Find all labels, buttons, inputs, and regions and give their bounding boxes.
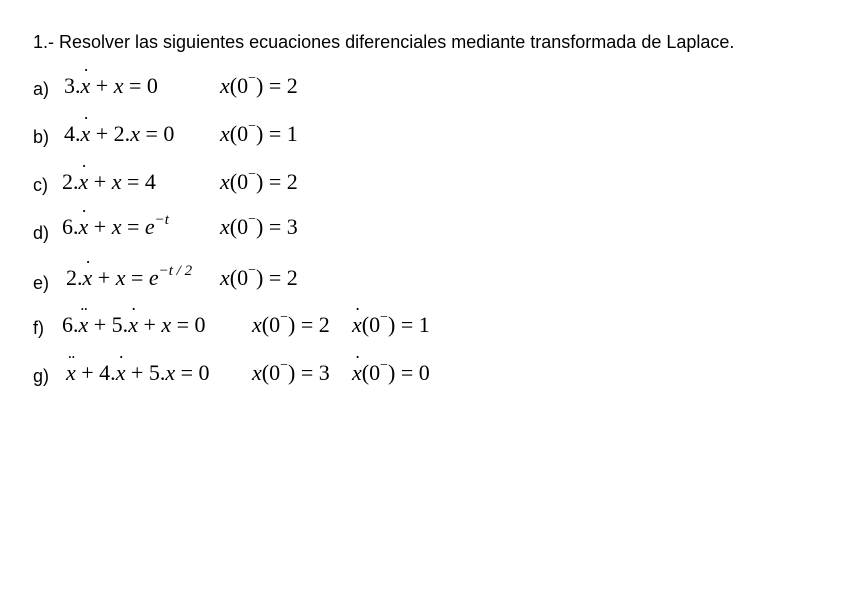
page-title: 1.- Resolver las siguientes ecuaciones diferenciales mediante transformada de Laplace.: [33, 32, 735, 52]
equation: 6.¨ x + 5.˙ x + x = 0: [62, 312, 206, 338]
problem-g: [0, 360, 848, 390]
equation: 2.˙ x + x = 4: [62, 169, 156, 195]
problem-label: b): [33, 127, 50, 147]
problem-label: c): [33, 175, 48, 195]
x-dot: ˙ x: [128, 312, 138, 338]
problem-label: g): [33, 366, 50, 386]
initial-condition: x(0−) = 3: [220, 212, 298, 239]
x-dot: ˙ x: [81, 73, 91, 99]
initial-condition: x(0−) = 2: [220, 167, 298, 194]
initial-condition: x(0−) = 3: [252, 358, 330, 385]
problem-label: d): [33, 223, 50, 243]
equation: 4.˙ x + 2.x = 0: [64, 121, 174, 147]
problem-d: [0, 214, 848, 244]
equation: 2.˙ $x + x = e^{-t / 2}$: [66, 265, 192, 291]
initial-condition: x(0−) = 1: [220, 119, 298, 146]
equation: ¨ x + 4.˙ x + 5.x = 0: [66, 360, 210, 386]
problem-b: [0, 121, 848, 151]
x-dot: ˙ x: [79, 169, 89, 195]
initial-condition-derivative: ˙ x(0−) = 0: [352, 360, 430, 386]
initial-condition: x(0−) = 2: [220, 263, 298, 290]
x-dot: ˙ x: [116, 360, 126, 386]
initial-condition: x(0−) = 2: [252, 310, 330, 337]
equation: 3.˙ x + x = 0: [64, 73, 158, 99]
problem-f: [0, 312, 848, 342]
x-dot: ˙ x: [81, 121, 91, 147]
problem-label: e): [33, 273, 50, 293]
initial-condition: x(0−) = 2: [220, 71, 298, 98]
equation: 6.˙ $x + x = e^{-t}$: [62, 214, 169, 240]
problem-label: f): [33, 318, 44, 338]
problem-c: [0, 169, 848, 199]
initial-condition-derivative: ˙ x(0−) = 1: [352, 312, 430, 338]
problem-e: [0, 265, 848, 295]
x-dot: ˙ x: [83, 265, 93, 291]
problem-label: a): [33, 79, 50, 99]
x-ddot: ¨ x: [79, 312, 89, 338]
x-dot: ˙ x: [79, 214, 89, 240]
x-ddot: ¨ x: [66, 360, 76, 386]
problem-a: [0, 73, 848, 103]
